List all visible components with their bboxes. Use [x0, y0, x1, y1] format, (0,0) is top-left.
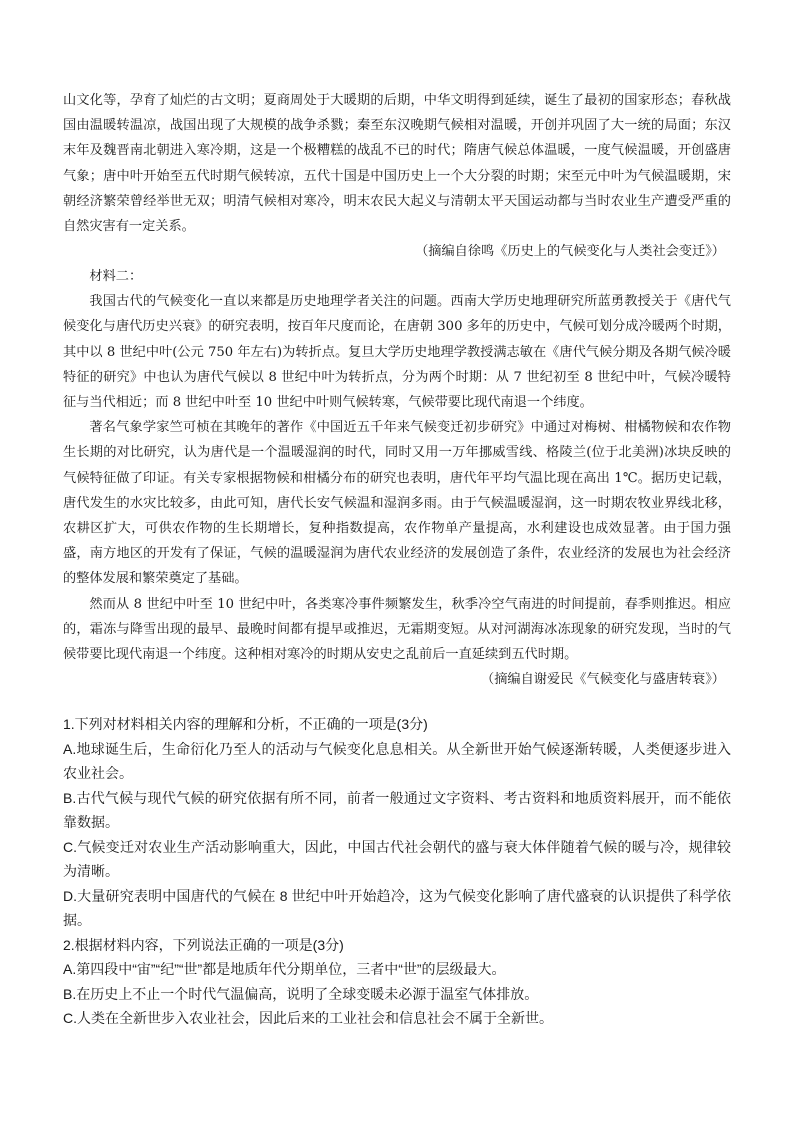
material-two-heading: 材料二：	[89, 269, 143, 284]
material-two-paragraph-3: 然而从 8 世纪中叶至 10 世纪中叶，各类寒冷事件频繁发生，秋季冷空气南进的时间提前，春季则推迟。相应的，霜冻与降雪出现的最早、最晚时间都有提早或推迟，无霜期变短。从对河湖海冰冻现象的研究发现，当时的气候带要比现代南退一个纬度。这种相对寒冷的时期从安史之乱前后一直延续到五代时期。	[63, 596, 731, 663]
question-1-stem: 1.下列对材料相关内容的理解和分析，不正确的一项是(3分)	[63, 716, 428, 732]
material-one-paragraph: 山文化等，孕育了灿烂的古文明；夏商周处于大暖期的后期，中华文明得到延续，诞生了最初的国家形态；春秋战国由温暖转温凉，战国出现了大规模的战争杀戮；秦至东汉晚期气候相对温暖，开创并巩固了大一统的局面；东汉末年及魏晋南北朝进入寒冷期，这是一个极糟糕的战乱不已的时代；隋唐气候总体温暖，一度气候温暖，开创盛唐气象；唐中叶开始至五代时期气候转凉，五代十国是中国历史上一个大分裂的时期；宋至元中叶为气候温暖期，宋朝经济繁荣曾经举世无双；明清气候相对寒冷，明末农民大起义与清朝太平天国运动都与当时农业生产遭受严重的自然灾害有一定关系。	[63, 93, 731, 235]
material-two-paragraph-1: 我国古代的气候变化一直以来都是历史地理学者关注的问题。西南大学历史地理研究所蓝勇教授关于《唐代气候变化与唐代历史兴衰》的研究表明，按百年尺度而论，在唐朝 300 多年的历史中，气候可划分成冷暖两个时期，其中以 8 世纪中叶(公元 750 年左右)为转折点。复旦大学历史地理学教授满志敏在《唐代气候分期及各期气候冷暖特征的研究》中也认为唐代气候以 8 世纪中叶为转折点，分为两个时期：从 7 世纪初至 8 世纪中叶，气候冷暖特征与当代相近；而 8 世纪中叶至 10 世纪中叶则气候转寒，气候带要比现代南退一个纬度。	[63, 294, 731, 411]
material-one-section	[63, 88, 731, 264]
question-2-stem: 2.根据材料内容，下列说法正确的一项是(3分)	[63, 936, 344, 953]
material-two-section	[63, 264, 731, 692]
material-two-citation: （摘编自谢爱民《气候变化与盛唐转衰》）	[481, 672, 725, 688]
question-1-option-c: C.气候变迁对农业生产活动影响重大，因此，中国古代社会朝代的盛与衰大体伴随着气候的暖与冷，规律较为清晰。	[63, 838, 731, 879]
question-1-option-b: B.古代气候与现代气候的研究依据有所不同，前者一般通过文字资料、考古资料和地质资料展开，而不能依靠数据。	[63, 789, 731, 830]
question-2-option-a: A.第四段中“宙”“纪”“世”都是地质年代分期单位，三者中“世”的层级最大。	[63, 961, 506, 977]
question-1-option-a: A.地球诞生后，生命衍化乃至人的活动与气候变化息息相关。从全新世开始气候逐渐转暖，人类便逐步进入农业社会。	[63, 740, 731, 781]
material-one-citation: （摘编自徐鸣《历史上的气候变化与人类社会变迁》）	[415, 244, 725, 260]
question-2-option-c: C.人类在全新世步入农业社会，因此后来的工业社会和信息社会不属于全新世。	[63, 1010, 553, 1026]
questions-section	[63, 712, 731, 1031]
material-two-paragraph-2: 著名气象学家竺可桢在其晚年的著作《中国近五千年来气候变迁初步研究》中通过对梅树、柑橘物候和农作物生长期的对比研究，认为唐代是一个温暖湿润的时代，同时又用一万年挪威雪线、格陵兰(位于北美洲)冰块反映的气候特征做了印证。有关专家根据物候和柑橘分布的研究也表明，唐代年平均气温比现在高出 1℃。据历史记载，唐代发生的水灾比较多，由此可知，唐代长安气候温和湿润多雨。由于气候温暖湿润，这一时期农牧业界线北移，农耕区扩大，可供农作物的生长期增长，复种指数提高，农作物单产量提高，水利建设也成效显著。由于国力强盛，南方地区的开发有了保证，气候的温暖湿润为唐代农业经济的发展创造了条件，农业经济的发展也为社会经济的整体发展和繁荣奠定了基础。	[63, 420, 731, 587]
question-2-option-b: B.在历史上不止一个时代气温偏高，说明了全球变暖未必源于温室气体排放。	[63, 985, 539, 1002]
question-1-option-d: D.大量研究表明中国唐代的气候在 8 世纪中叶开始趋冷，这为气候变化影响了唐代盛衰的认识提供了科学依据。	[63, 887, 731, 928]
